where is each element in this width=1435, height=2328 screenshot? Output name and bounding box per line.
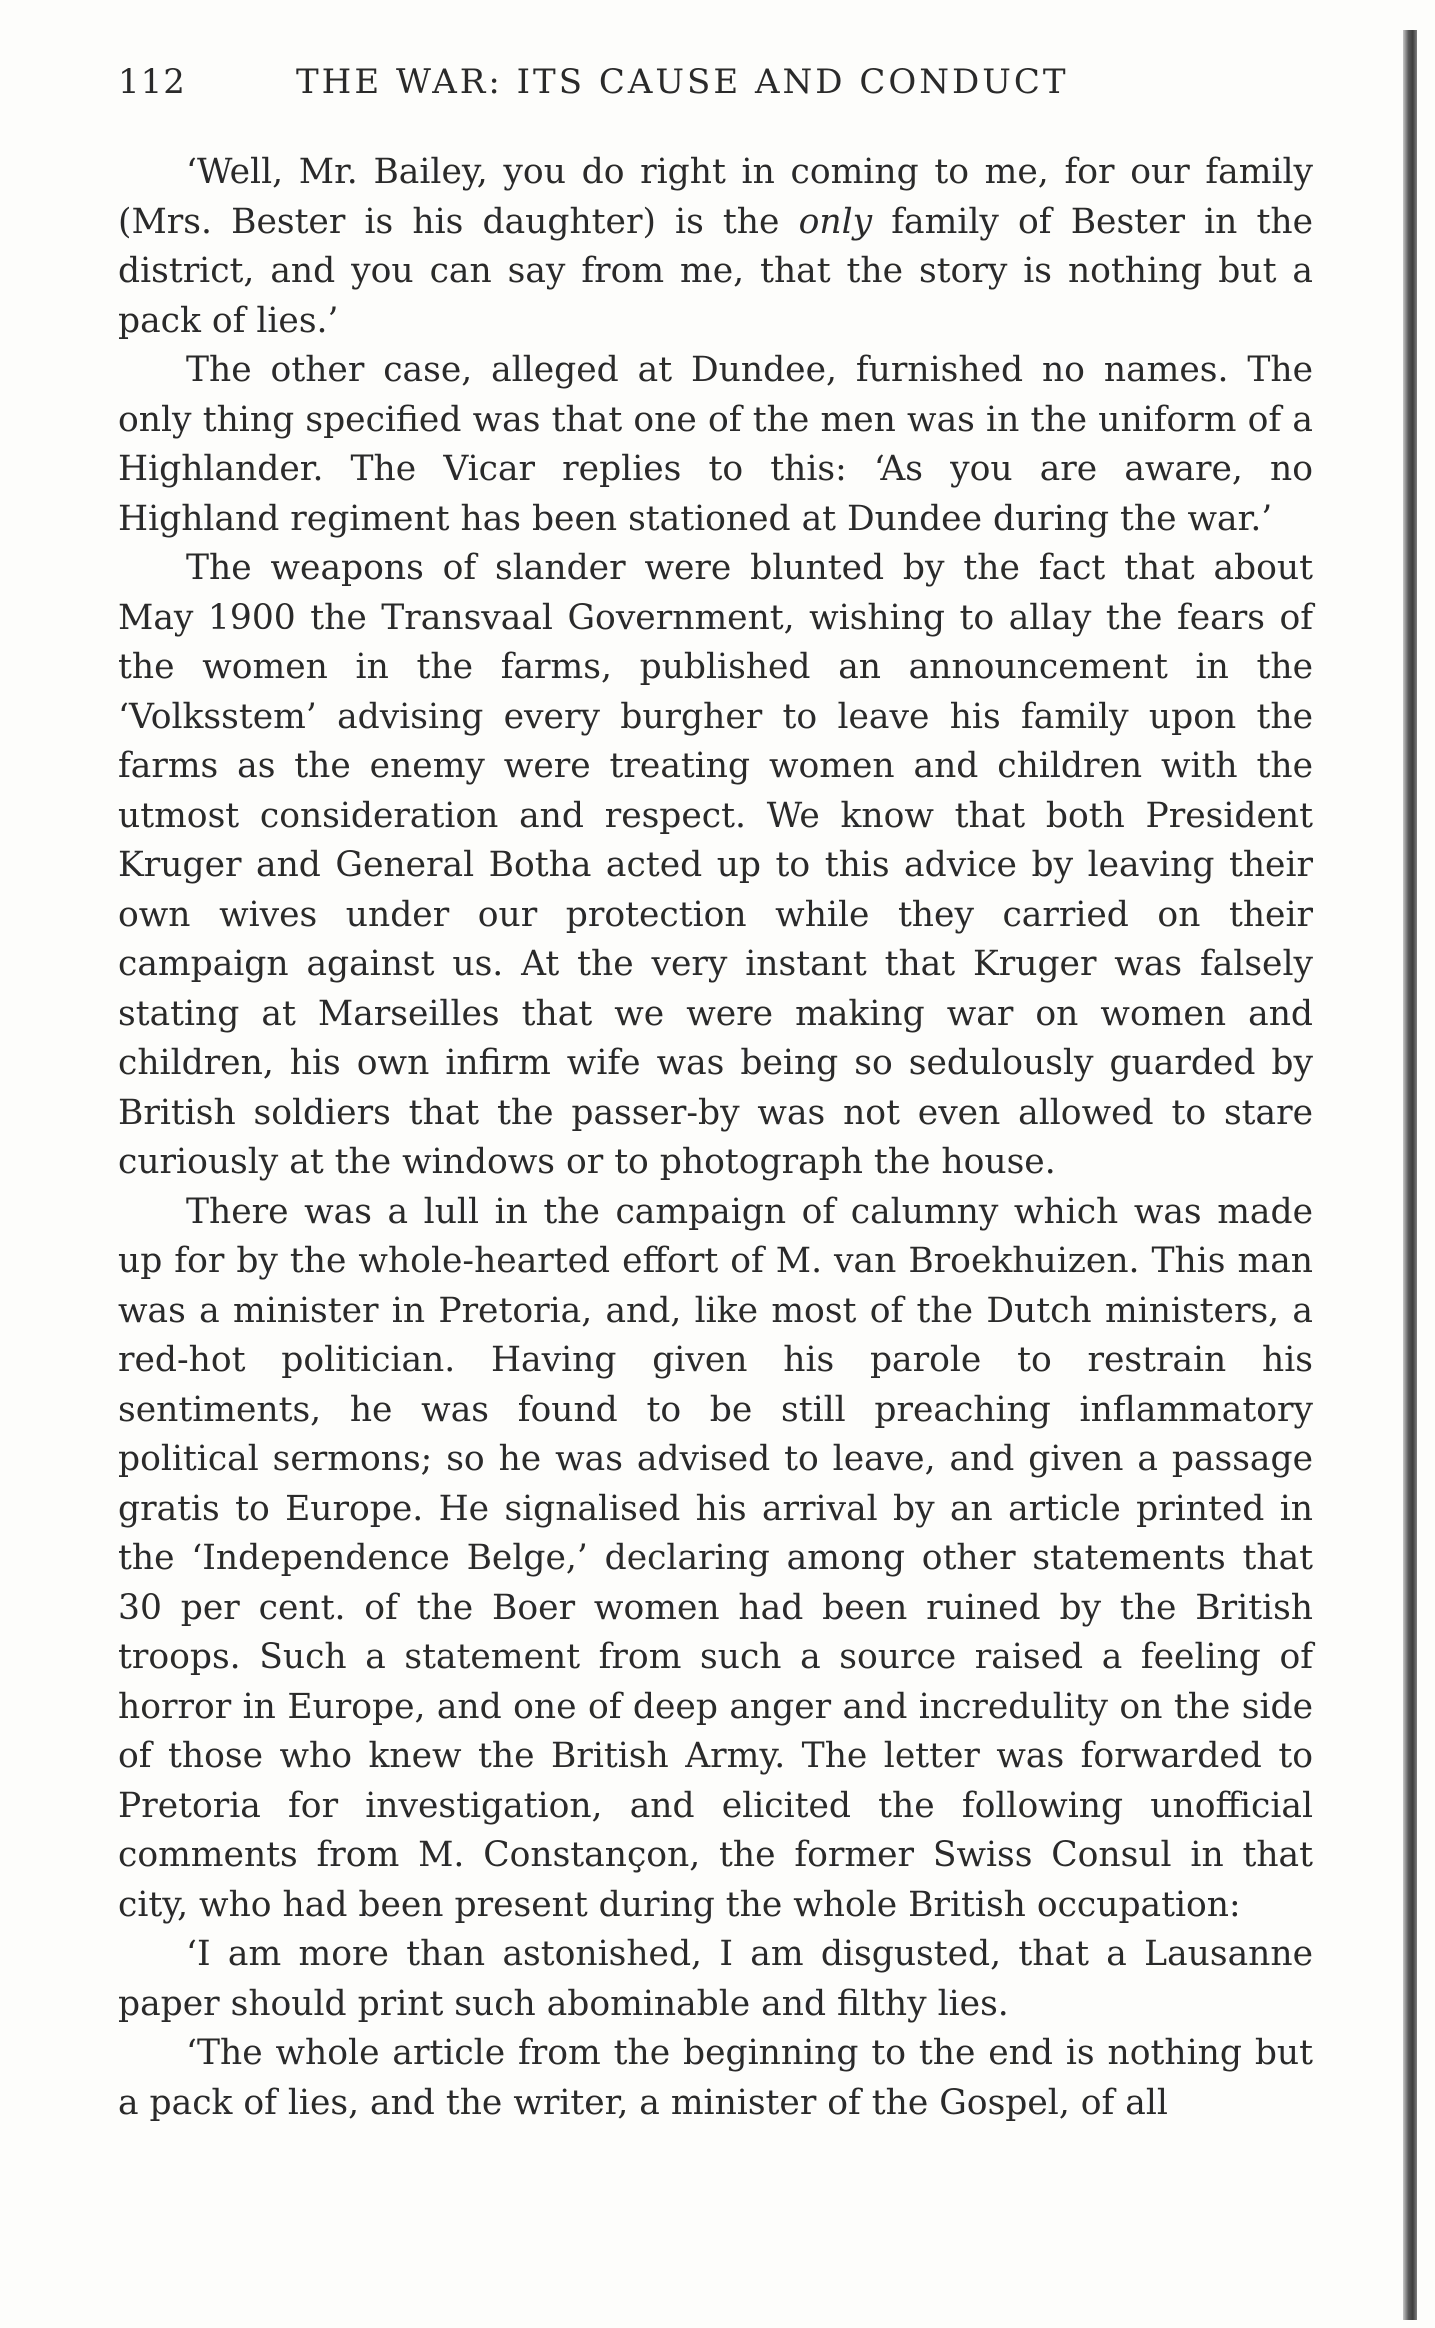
page-binding-edge	[1403, 30, 1417, 2320]
paragraph-5: ‘I am more than astonished, I am disgusted, that a Lausanne paper should print such abominable and filthy lies.	[118, 1934, 1313, 2024]
running-title: THE WAR: ITS CAUSE AND CONDUCT	[296, 62, 1069, 102]
paragraph-1-before: ‘Well, Mr. Bailey, you do right in coming to me, for our family (Mrs. Bester is his daughter) is the	[118, 152, 1313, 242]
paragraph-3: The weapons of slander were blunted by the fact that about May 1900 the Transvaal Government, wishing to allay the fears of the women in the farms, published an announcement in the ‘Volksstem’ advising every burgher to leave his family upon the farms as the enemy were treating women and children with the utmost consideration and respect. We know that both President Kruger and General Botha acted up to this advice by leaving their own wives under our protection while they carried on their campaign against us. At the very instant that Kruger was falsely stating at Marseilles that we were making war on women and children, his own infirm wife was being so sedulously guarded by British soldiers that the passer-by was not even allowed to stare curiously at the windows or to photograph the house.	[118, 548, 1313, 1182]
paragraph-4: There was a lull in the campaign of calumny which was made up for by the whole-hearted effort of M. van Broekhuizen. This man was a minister in Pretoria, and, like most of the Dutch ministers, a red-hot politician. Having given his parole to restrain his sentiments, he was found to be still preaching inflammatory political sermons; so he was advised to leave, and given a passage gratis to Europe. He signalised his arrival by an article printed in the ‘Independence Belge,’ declaring among other statements that 30 per cent. of the Boer women had been ruined by the British troops. Such a statement from such a source raised a feeling of horror in Europe, and one of deep anger and incredulity on the side of those who knew the British Army. The letter was forwarded to Pretoria for investigation, and elicited the following unofficial comments from M. Constançon, the former Swiss Consul in that city, who had been present during the whole British occupation:	[118, 1191, 1313, 1925]
page-number: 112	[118, 62, 186, 102]
paragraph-2: The other case, alleged at Dundee, furnished no names. The only thing specified was that one of the men was in the uniform of a Highlander. The Vicar replies to this: ‘As you are aware, no Highland regiment has been stationed at Dundee during the war.’	[118, 350, 1313, 539]
paragraph-1-emphasis: only	[798, 201, 873, 242]
paragraph-6: ‘The whole article from the beginning to the end is nothing but a pack of lies, and the writer, a minister of the Gospel, of all	[118, 2033, 1313, 2123]
body-text	[118, 148, 1313, 2128]
paragraph-1-after: family of Bester in the district, and you can say from me, that the story is nothing but a pack of lies.’	[118, 201, 1314, 341]
paragraph-1	[118, 148, 1313, 346]
page-header	[118, 62, 1318, 122]
